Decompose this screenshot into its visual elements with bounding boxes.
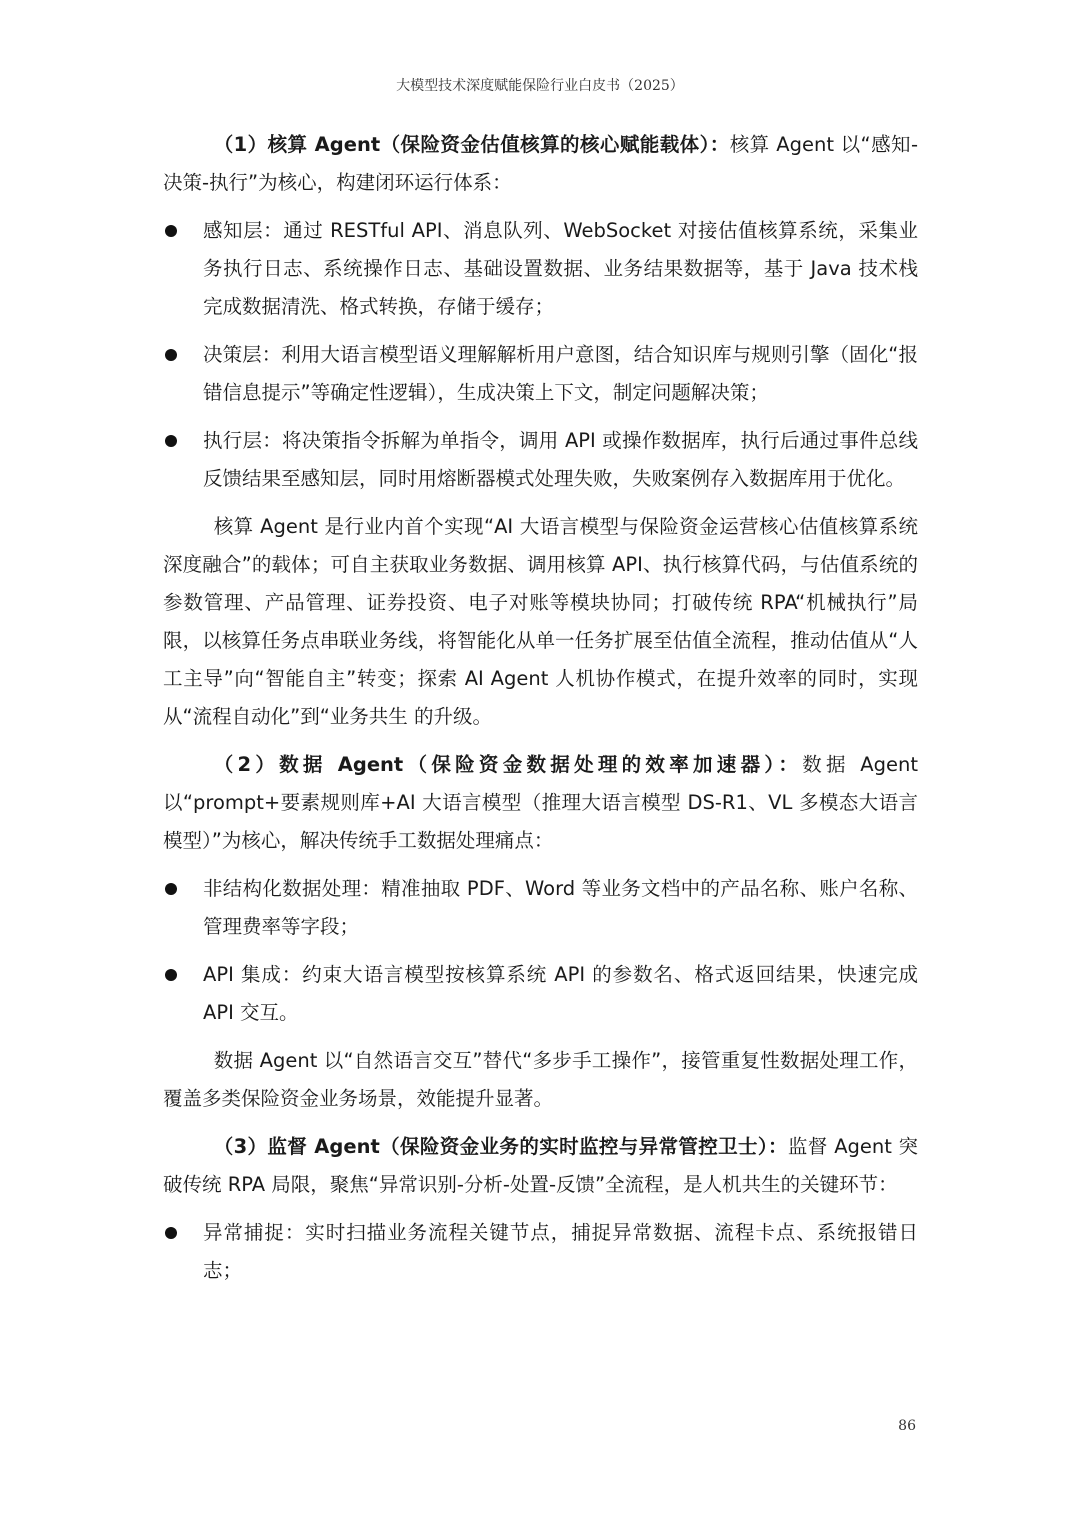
list-item: 执行层：将决策指令拆解为单指令，调用 API 或操作数据库，执行后通过事件总线反馈结果至感知层，同时用熔断器模式处理失败，失败案例存入数据库用于优化。	[163, 422, 918, 498]
page-number: 86	[898, 1418, 916, 1434]
section-1-bullets	[163, 212, 918, 498]
section-2-heading	[163, 746, 918, 860]
section-3-heading	[163, 1128, 918, 1204]
list-item: API 集成：约束大语言模型按核算系统 API 的参数名、格式返回结果，快速完成 API 交互。	[163, 956, 918, 1032]
bullet-icon	[165, 435, 177, 447]
section-1-heading	[163, 126, 918, 202]
section-3-bullets	[163, 1214, 918, 1290]
section-1-intro: 核算 Agent 以“感知-决策-执行”为核心，构建闭环运行体系：	[163, 133, 918, 194]
bullet-icon	[165, 349, 177, 361]
list-item: 感知层：通过 RESTful API、消息队列、WebSocket 对接估值核算系统，采集业务执行日志、系统操作日志、基础设置数据、业务结果数据等，基于 Java 技术栈完成数据清洗、格式转换，存储于缓存；	[163, 212, 918, 326]
list-item: 决策层：利用大语言模型语义理解解析用户意图，结合知识库与规则引擎（固化“报错信息提示”等确定性逻辑），生成决策上下文，制定问题解决策；	[163, 336, 918, 412]
page-body	[163, 126, 918, 1300]
section-1-lead: （1）核算 Agent（保险资金估值核算的核心赋能载体）：	[213, 133, 730, 156]
section-3-intro: 监督 Agent 突破传统 RPA 局限，聚焦“异常识别-分析-处置-反馈”全流程，是人机共生的关键环节：	[163, 1135, 918, 1196]
list-item: 非结构化数据处理：精准抽取 PDF、Word 等业务文档中的产品名称、账户名称、管理费率等字段；	[163, 870, 918, 946]
bullet-icon	[165, 883, 177, 895]
bullet-icon	[165, 969, 177, 981]
section-1-summary: 核算 Agent 是行业内首个实现“AI 大语言模型与保险资金运营核心估值核算系统深度融合”的载体；可自主获取业务数据、调用核算 API、执行核算代码，与估值系统的参数管理、产品管理、证券投资、电子对账等模块协同；打破传统 RPA“机械执行”局限，以核算任务点串联业务线，将智能化从单一任务扩展至估值全流程，推动估值从“人工主导”向“智能自主”转变；探索 AI Agent 人机协作模式，在提升效率的同时，实现从“流程自动化”到“业务共生 的升级。	[163, 515, 918, 728]
bullet-icon	[165, 225, 177, 237]
section-2-lead: （2）数据 Agent（保险资金数据处理的效率加速器）：	[213, 753, 803, 776]
list-item: 异常捕捉：实时扫描业务流程关键节点，捕捉异常数据、流程卡点、系统报错日志；	[163, 1214, 918, 1290]
section-2-intro: 数据 Agent 以“prompt+要素规则库+AI 大语言模型（推理大语言模型 DS-R1、VL 多模态大语言模型）”为核心，解决传统手工数据处理痛点：	[163, 753, 919, 852]
page-header: 大模型技术深度赋能保险行业白皮书（2025）	[396, 78, 684, 94]
section-3-lead: （3）监督 Agent（保险资金业务的实时监控与异常管控卫士）：	[213, 1135, 788, 1158]
section-2-summary: 数据 Agent 以“自然语言交互”替代“多步手工操作”，接管重复性数据处理工作，覆盖多类保险资金业务场景，效能提升显著。	[163, 1049, 918, 1110]
bullet-icon	[165, 1227, 177, 1239]
section-2-bullets	[163, 870, 918, 1032]
